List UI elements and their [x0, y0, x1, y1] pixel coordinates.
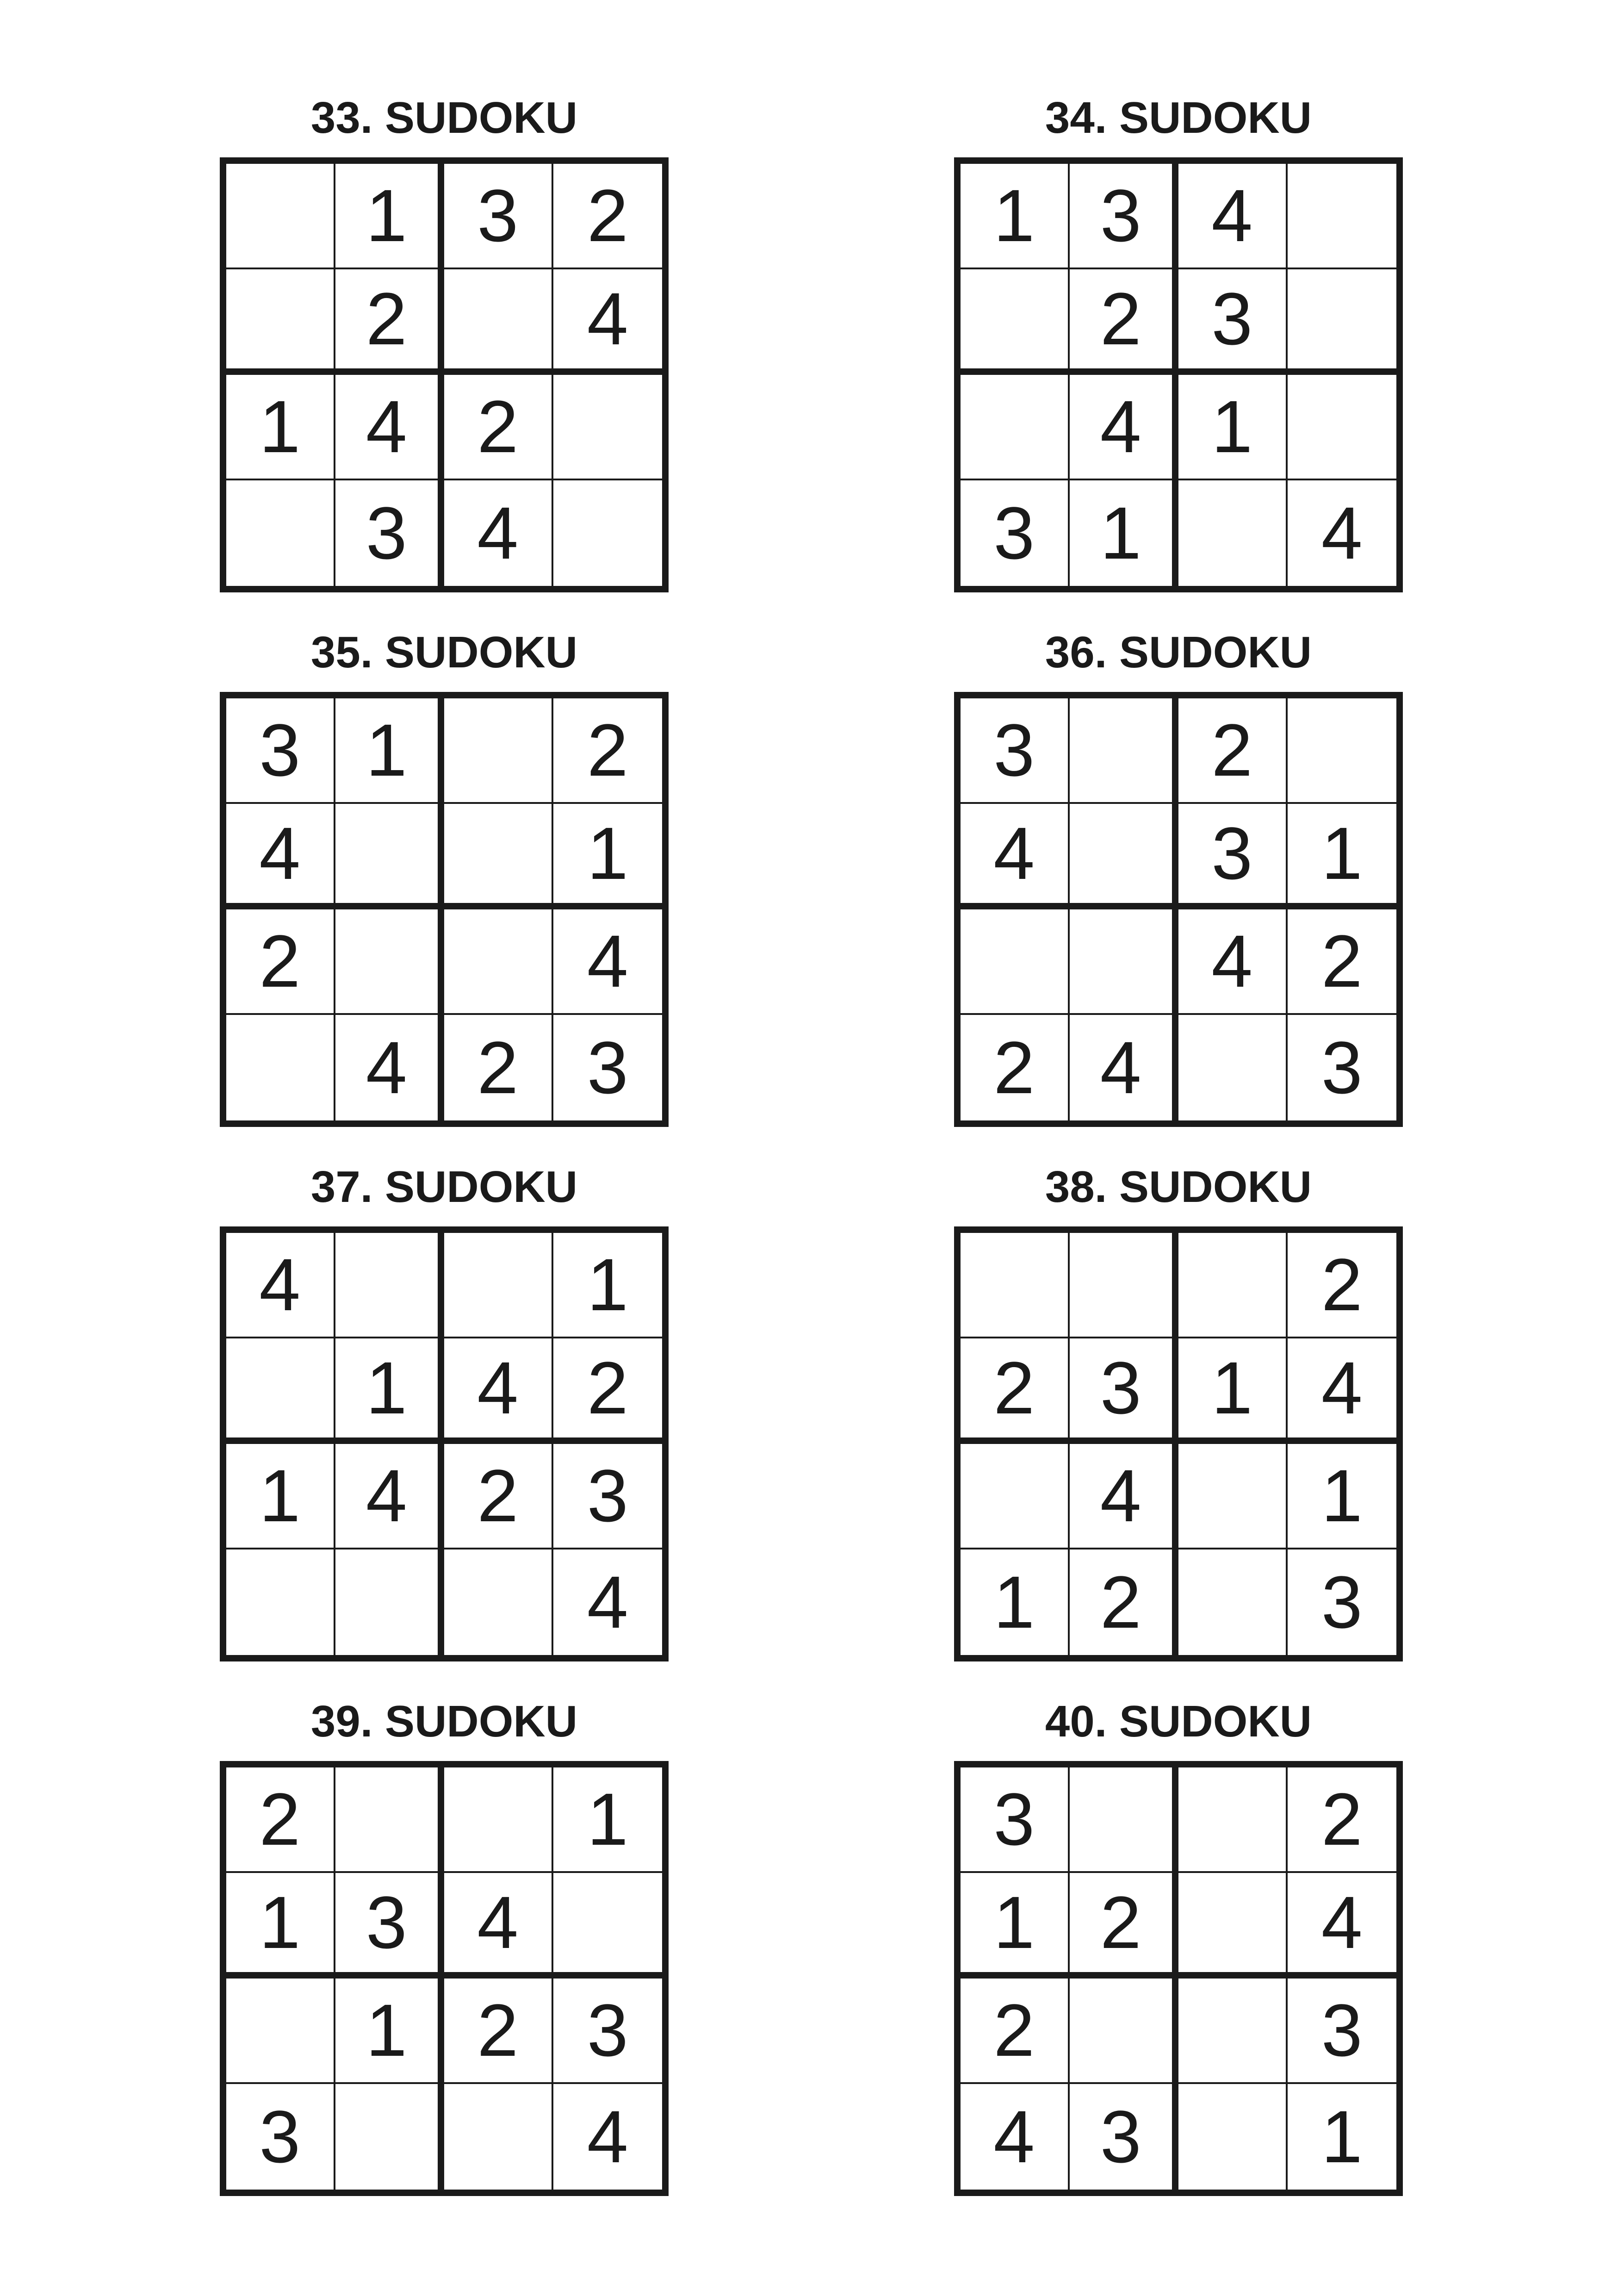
given-cell: 2	[1070, 1873, 1179, 1979]
given-cell: 4	[444, 480, 553, 586]
empty-cell[interactable]	[226, 269, 335, 375]
given-cell: 1	[961, 1549, 1070, 1655]
empty-cell[interactable]	[226, 1979, 335, 2084]
empty-cell[interactable]	[335, 1767, 445, 1873]
empty-cell[interactable]	[1288, 164, 1397, 269]
empty-cell[interactable]	[553, 480, 663, 586]
given-cell: 4	[444, 1338, 553, 1444]
empty-cell[interactable]	[444, 269, 553, 375]
empty-cell[interactable]	[444, 804, 553, 909]
sudoku-grid	[220, 1226, 669, 1661]
given-cell: 1	[961, 1873, 1070, 1979]
empty-cell[interactable]	[335, 1233, 445, 1338]
given-cell: 3	[335, 480, 445, 586]
given-cell: 1	[335, 1979, 445, 2084]
given-cell: 1	[226, 375, 335, 480]
empty-cell[interactable]	[961, 269, 1070, 375]
given-cell: 4	[335, 375, 445, 480]
given-cell: 3	[587, 1026, 628, 1109]
sudoku-grid	[220, 692, 669, 1127]
empty-cell[interactable]	[226, 1549, 335, 1655]
given-cell: 2	[1070, 269, 1179, 375]
empty-cell[interactable]	[961, 909, 1070, 1015]
given-cell: 2	[444, 1015, 553, 1120]
empty-cell[interactable]	[335, 804, 445, 909]
sudoku-grid	[954, 1761, 1403, 2196]
given-cell: 1	[226, 1873, 335, 1979]
given-cell: 4	[1288, 1873, 1397, 1979]
given-cell: 2	[444, 375, 553, 480]
given-cell: 3	[1070, 1338, 1179, 1444]
empty-cell[interactable]	[1288, 269, 1397, 375]
given-cell: 4	[1321, 492, 1363, 574]
given-cell: 2	[1288, 1233, 1397, 1338]
empty-cell[interactable]	[1070, 804, 1179, 909]
given-cell: 1	[335, 698, 445, 804]
given-cell: 2	[1288, 1767, 1397, 1873]
given-cell: 3	[226, 698, 335, 804]
given-cell: 3	[961, 698, 1070, 804]
empty-cell[interactable]	[1178, 480, 1288, 586]
sudoku-grid	[220, 1761, 669, 2196]
empty-cell[interactable]	[1178, 1767, 1288, 1873]
puzzle-title: 33. SUDOKU	[310, 93, 578, 143]
given-cell: 4	[226, 804, 335, 909]
given-cell: 3	[1178, 269, 1288, 375]
given-cell: 2	[1288, 909, 1397, 1015]
given-cell: 1	[335, 1338, 445, 1444]
empty-cell[interactable]	[444, 909, 553, 1015]
empty-cell[interactable]	[1178, 1873, 1288, 1979]
given-cell: 4	[226, 1233, 335, 1338]
given-cell: 1	[553, 1233, 663, 1338]
given-cell: 2	[444, 1979, 553, 2084]
empty-cell[interactable]	[1178, 2084, 1288, 2190]
given-cell: 3	[1070, 164, 1179, 269]
given-cell: 1	[335, 164, 445, 269]
given-cell: 3	[1321, 1561, 1363, 1643]
given-cell: 4	[587, 2095, 628, 2178]
empty-cell[interactable]	[1178, 1015, 1288, 1120]
given-cell: 2	[226, 1767, 335, 1873]
given-cell: 4	[587, 1561, 628, 1643]
given-cell: 2	[961, 1338, 1070, 1444]
empty-cell[interactable]	[444, 698, 553, 804]
empty-cell[interactable]	[226, 1015, 335, 1120]
given-cell: 2	[444, 1444, 553, 1549]
given-cell: 1	[1288, 1444, 1397, 1549]
given-cell: 4	[335, 1444, 445, 1549]
given-cell: 4	[1178, 164, 1288, 269]
given-cell: 2	[553, 1338, 663, 1444]
puzzle-title: 38. SUDOKU	[1045, 1162, 1312, 1212]
given-cell: 4	[1178, 909, 1288, 1015]
given-cell: 1	[1321, 2095, 1363, 2178]
given-cell: 4	[1070, 1444, 1179, 1549]
given-cell: 3	[961, 1767, 1070, 1873]
given-cell: 4	[553, 269, 663, 375]
given-cell: 1	[1288, 804, 1397, 909]
given-cell: 1	[553, 804, 663, 909]
given-cell: 4	[961, 804, 1070, 909]
given-cell: 1	[961, 164, 1070, 269]
given-cell: 3	[335, 1873, 445, 1979]
empty-cell[interactable]	[335, 2084, 445, 2190]
empty-cell[interactable]	[553, 1873, 663, 1979]
empty-cell[interactable]	[1070, 1233, 1179, 1338]
empty-cell[interactable]	[226, 480, 335, 586]
given-cell: 3	[226, 2084, 335, 2190]
given-cell: 2	[1178, 698, 1288, 804]
empty-cell[interactable]	[444, 2084, 553, 2190]
empty-cell[interactable]	[1288, 698, 1397, 804]
sudoku-grid	[954, 1226, 1403, 1661]
empty-cell[interactable]	[1178, 1233, 1288, 1338]
empty-cell[interactable]	[1070, 1979, 1179, 2084]
puzzle-title: 39. SUDOKU	[310, 1697, 578, 1746]
empty-cell[interactable]	[1070, 909, 1179, 1015]
empty-cell[interactable]	[1288, 375, 1397, 480]
given-cell: 3	[1288, 1979, 1397, 2084]
given-cell: 3	[1321, 1026, 1363, 1109]
given-cell: 4	[553, 909, 663, 1015]
empty-cell[interactable]	[553, 375, 663, 480]
given-cell: 1	[1178, 375, 1288, 480]
given-cell: 2	[226, 909, 335, 1015]
puzzle-title: 35. SUDOKU	[310, 628, 578, 677]
given-cell: 2	[961, 1015, 1070, 1120]
given-cell: 1	[226, 1444, 335, 1549]
puzzle-title: 37. SUDOKU	[310, 1162, 578, 1212]
sudoku-grid	[954, 692, 1403, 1127]
empty-cell[interactable]	[444, 1767, 553, 1873]
empty-cell[interactable]	[1178, 1979, 1288, 2084]
empty-cell[interactable]	[961, 1233, 1070, 1338]
given-cell: 1	[1178, 1338, 1288, 1444]
given-cell: 4	[1288, 1338, 1397, 1444]
empty-cell[interactable]	[335, 909, 445, 1015]
sudoku-grid	[220, 157, 669, 592]
given-cell: 2	[335, 269, 445, 375]
given-cell: 2	[553, 164, 663, 269]
given-cell: 4	[1070, 375, 1179, 480]
empty-cell[interactable]	[335, 1549, 445, 1655]
empty-cell[interactable]	[1070, 698, 1179, 804]
empty-cell[interactable]	[1070, 1767, 1179, 1873]
given-cell: 4	[335, 1015, 445, 1120]
given-cell: 3	[553, 1979, 663, 2084]
given-cell: 2	[961, 1979, 1070, 2084]
empty-cell[interactable]	[226, 1338, 335, 1444]
given-cell: 3	[1178, 804, 1288, 909]
empty-cell[interactable]	[444, 1233, 553, 1338]
given-cell: 3	[553, 1444, 663, 1549]
given-cell: 2	[553, 698, 663, 804]
empty-cell[interactable]	[1178, 1444, 1288, 1549]
given-cell: 3	[444, 164, 553, 269]
given-cell: 3	[961, 480, 1070, 586]
puzzle-title: 40. SUDOKU	[1045, 1697, 1312, 1746]
puzzle-title: 36. SUDOKU	[1045, 628, 1312, 677]
sudoku-grid	[954, 157, 1403, 592]
empty-cell[interactable]	[226, 164, 335, 269]
given-cell: 3	[1070, 2084, 1179, 2190]
given-cell: 1	[553, 1767, 663, 1873]
puzzle-title: 34. SUDOKU	[1045, 93, 1312, 143]
empty-cell[interactable]	[1178, 1549, 1288, 1655]
empty-cell[interactable]	[444, 1549, 553, 1655]
given-cell: 4	[444, 1873, 553, 1979]
empty-cell[interactable]	[961, 1444, 1070, 1549]
given-cell: 1	[1070, 480, 1179, 586]
given-cell: 4	[1070, 1015, 1179, 1120]
empty-cell[interactable]	[961, 375, 1070, 480]
given-cell: 4	[961, 2084, 1070, 2190]
given-cell: 2	[1070, 1549, 1179, 1655]
